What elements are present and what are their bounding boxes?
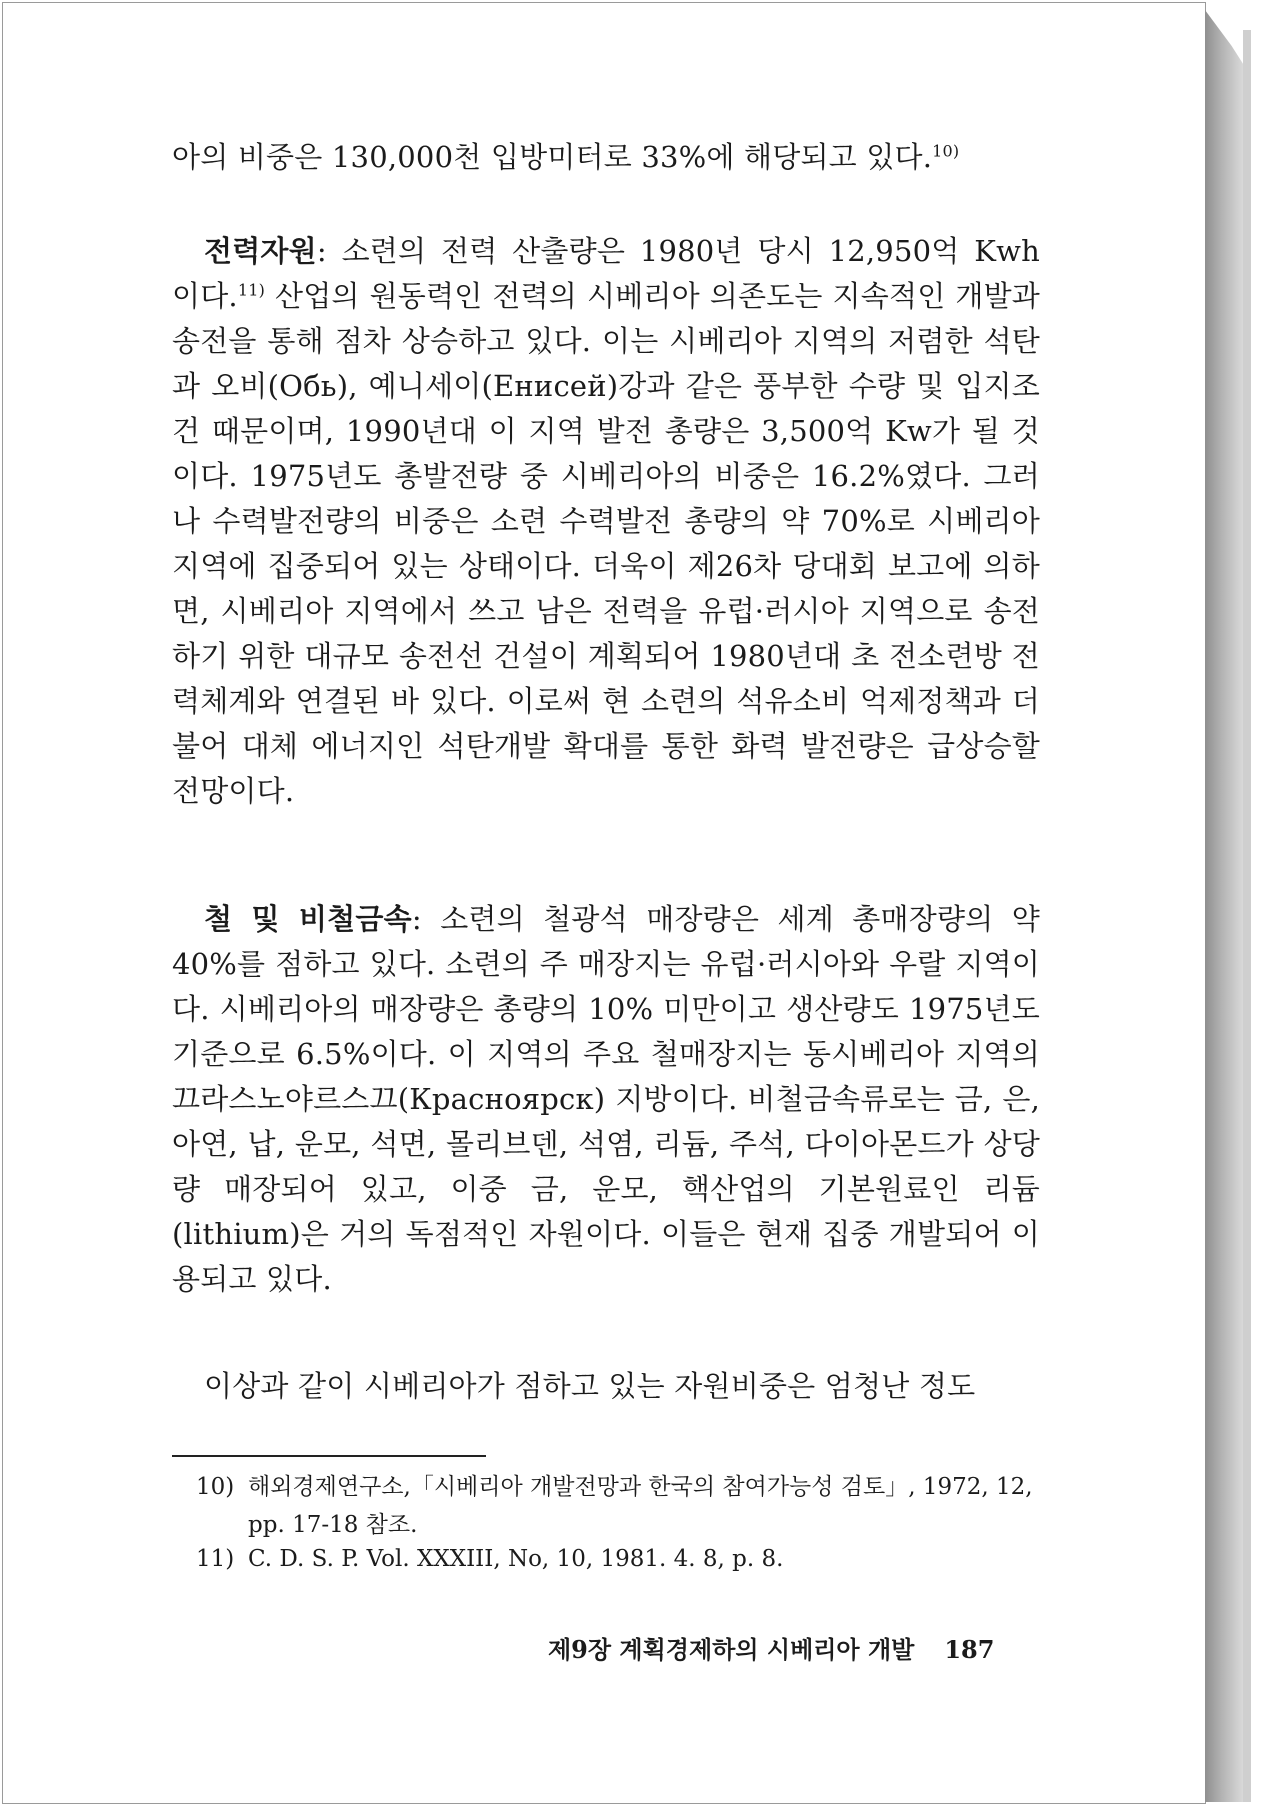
paragraph-heading: 철 및 비철금속: [204, 902, 412, 936]
paragraph-text: 산업의 원동력인 전력의 시베리아 의존도는 지속적인 개발과 송전을 통해 점차 상승하고 있다. 이는 시베리아 지역의 저렴한 석탄과 오비(Обь), 예니세이(Енисей)강과 같은 풍부한 수량 및 입지조건 때문이며, 1990년대 이 지역 발전 총량은 3,500억 Kw가 될 것이다. 1975년도 총발전량 중 시베리아의 비중은 16.2%였다. 그러나 수력발전량의 비중은 소련 수력발전 총량의 약 70%로 시베리아 지역에 집중되어 있는 상태이다. 더욱이 제26차 당대회 보고에 의하면, 시베리아 지역에서 쓰고 남은 전력을 유럽·러시아 지역으로 송전하기 위한 대규모 송전선 건설이 계획되어 1980년대 초 전소련방 전력체계와 연결된 바 있다. 이로써 현 소련의 석유소비 억제정책과 더불어 대체 에너지인 석탄개발 확대를 통한 화력 발전량은 급상승할 전망이다.: [172, 279, 1040, 808]
page-shadow: [1243, 30, 1251, 1802]
paragraph-text: 이상과 같이 시베리아가 점하고 있는 자원비중은 엄청난 정도: [204, 1369, 976, 1403]
paragraph-heading: 전력자원: [204, 234, 317, 268]
footnote-text: 해외경제연구소,「시베리아 개발전망과 한국의 참여가능성 검토」, 1972, 12,: [248, 1474, 1033, 1500]
page-number: 187: [944, 1635, 995, 1664]
footnote-ref: 11): [237, 280, 266, 300]
paragraph-text: 아의 비중은 130,000천 입방미터로 33%에 해당되고 있다.: [172, 140, 933, 174]
page-stack-edge: [1205, 10, 1243, 1802]
paragraph-electric-power: [172, 229, 1040, 814]
footnote-10: [196, 1468, 1056, 1544]
paragraph-text: : 소련의 전력 산출량은 1980년 당시 12,950억 Kwh 이다.: [172, 234, 1040, 313]
footnote-11: [196, 1540, 1056, 1578]
footnote-number: 11): [196, 1546, 235, 1572]
footnote-text-continued: pp. 17-18 참조.: [248, 1512, 418, 1538]
running-footer: [548, 1630, 994, 1665]
paragraph-text: : 소련의 철광석 매장량은 세계 총매장량의 약 40%를 점하고 있다. 소련의 주 매장지는 유럽·러시아와 우랄 지역이다. 시베리아의 매장량은 총량의 10% 미만이고 생산량도 1975년도 기준으로 6.5%이다. 이 지역의 주요 철매장지는 동시베리아 지역의 끄라스노야르스끄(Красноярск) 지방이다. 비철금속류로는 금, 은, 아연, 납, 운모, 석면, 몰리브덴, 석염, 리듐, 주석, 다이아몬드가 상당량 매장되어 있고, 이중 금, 운모, 핵산업의 기본원료인 리듐(lithium)은 거의 독점적인 자원이다. 이들은 현재 집중 개발되어 이용되고 있다.: [172, 902, 1040, 1296]
footnote-number: 10): [196, 1474, 235, 1500]
chapter-title: 제9장 계획경제하의 시베리아 개발: [548, 1635, 915, 1664]
continued-paragraph: [172, 135, 1040, 180]
paragraph-metals: [172, 897, 1040, 1302]
footnote-ref: 10): [932, 141, 960, 161]
paragraph-summary: [172, 1364, 1040, 1409]
footnote-text: C. D. S. P. Vol. XXXIII, No, 10, 1981. 4. 8, p. 8.: [248, 1546, 784, 1572]
footnote-divider: [172, 1455, 486, 1457]
